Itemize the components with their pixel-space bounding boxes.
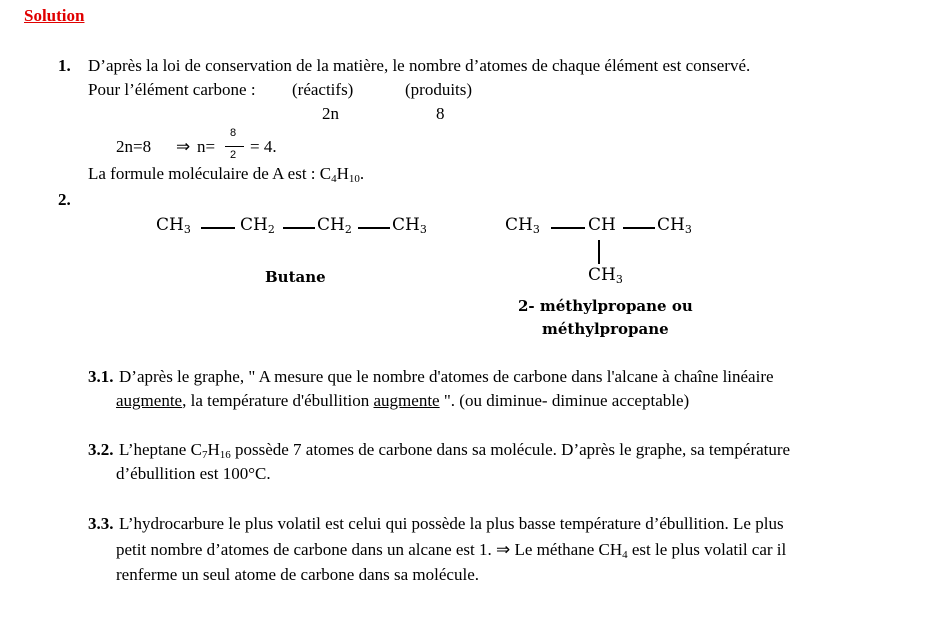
formula-carbon: C bbox=[319, 164, 332, 183]
butane-bond-1 bbox=[201, 227, 235, 229]
question-3-2-number: 3.2. bbox=[88, 440, 114, 459]
question-2-number: 2. bbox=[58, 190, 71, 209]
question-3-1-number: 3.1. bbox=[88, 367, 114, 386]
formula-hydrogen: H bbox=[336, 164, 349, 183]
fraction-bar bbox=[225, 146, 244, 147]
butane-group-2: $CH_2$ bbox=[240, 215, 275, 236]
butane-bond-3 bbox=[358, 227, 390, 229]
reactifs-label: (réactifs) bbox=[292, 80, 354, 99]
produits-value: 8 bbox=[436, 104, 445, 123]
implies-arrow: ⇒ bbox=[176, 137, 191, 156]
butane-bond-2 bbox=[283, 227, 315, 229]
methylpropane-branch-bond bbox=[598, 240, 600, 264]
question-3-3-number: 3.3. bbox=[88, 514, 114, 533]
methylpropane-methyl-group: $CH_3$ bbox=[588, 265, 623, 286]
underlined-augmente-1: augmente bbox=[116, 391, 183, 410]
question-3-3-line3: renferme un seul atome de carbone dans sa molécule. bbox=[116, 565, 479, 584]
question-3-1-end: ". (ou diminue- diminue acceptable) bbox=[439, 391, 690, 410]
question-3-1-line1: D’après le graphe, " A mesure que le nombre d'atomes de carbone dans l'alcane à chaîne linéaire bbox=[119, 367, 774, 386]
question-1-text: D’après la loi de conservation de la matière, le nombre d’atomes de chaque élément est conservé. bbox=[88, 56, 751, 75]
methylpropane-group-2: CH bbox=[588, 215, 616, 235]
solution-title: Solution bbox=[24, 6, 85, 25]
question-3-3-line1: L’hydrocarbure le plus volatil est celui qui possède la plus basse température d’ébullition. Le plus bbox=[119, 514, 784, 533]
butane-group-3: $CH_2$ bbox=[317, 215, 352, 236]
methylpropane-bond-2 bbox=[623, 227, 655, 229]
methylpropane-bond-1 bbox=[551, 227, 585, 229]
underlined-augmente-2: augmente bbox=[373, 391, 440, 410]
methylpropane-group-3: $CH_3$ bbox=[657, 215, 692, 236]
formula-text: La formule moléculaire de A est : bbox=[88, 164, 320, 183]
methylpropane-name-line2: méthylpropane bbox=[542, 320, 669, 338]
question-3-1-line2 bbox=[116, 391, 689, 411]
butane-group-4: $CH_3$ bbox=[392, 215, 427, 236]
butane-group-1: $CH_3$ bbox=[156, 215, 191, 236]
fraction-numerator: 8 bbox=[230, 127, 237, 139]
carbon-label: Pour l’élément carbone : bbox=[88, 80, 256, 99]
formula-carbon-count: 4 bbox=[331, 173, 337, 185]
reactifs-value: 2n bbox=[322, 104, 339, 123]
question-3-1-mid: , la température d'ébullition bbox=[182, 391, 374, 410]
formula-hydrogen-count: 10 bbox=[348, 173, 360, 185]
fraction-denominator: 2 bbox=[230, 149, 237, 161]
question-3-3-line2: petit nombre d’atomes de carbone dans un alcane est 1. ⇒ Le méthane $CH_4$ est le plus volatil car il bbox=[116, 540, 787, 561]
molecular-formula-line bbox=[88, 164, 364, 184]
equation-n: n= bbox=[197, 137, 216, 156]
produits-label: (produits) bbox=[405, 80, 473, 99]
equation-result: = 4. bbox=[250, 137, 277, 156]
question-3-2-line1: L’heptane $C_7H_{16}$ possède 7 atomes de carbone dans sa molécule. D’après le graphe, sa température bbox=[119, 440, 791, 461]
methylpropane-name-line1: 2- méthylpropane ou bbox=[518, 297, 693, 315]
question-3-2-line2: d’ébullition est 100°C. bbox=[116, 464, 271, 483]
butane-name: Butane bbox=[265, 268, 326, 286]
methylpropane-group-1: $CH_3$ bbox=[505, 215, 540, 236]
question-1-number: 1. bbox=[58, 56, 71, 75]
equation-left: 2n=8 bbox=[116, 137, 152, 156]
formula-end: . bbox=[359, 164, 365, 183]
